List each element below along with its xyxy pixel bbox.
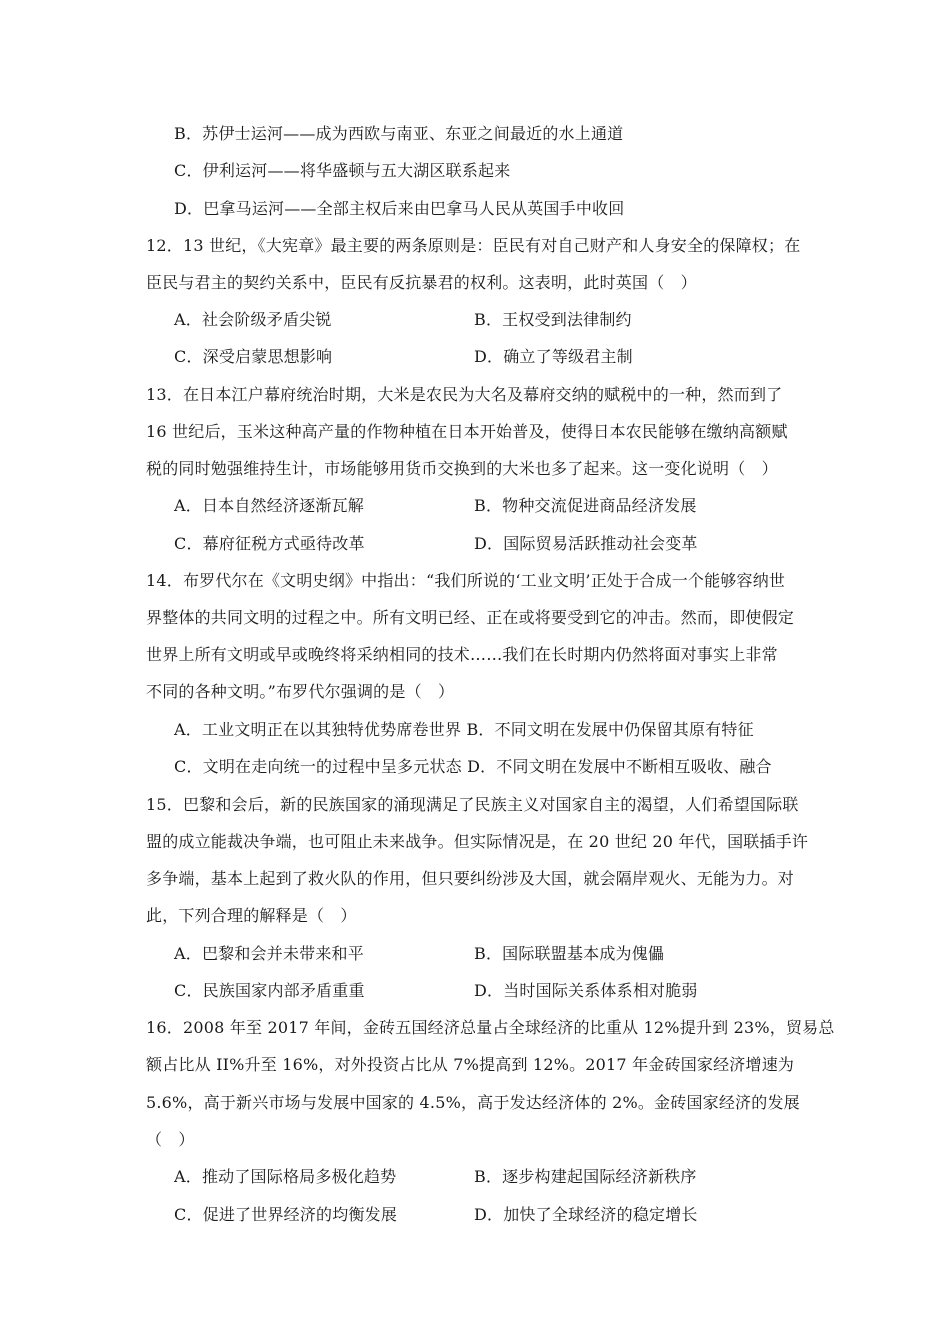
q15-stem-line-2: 盟的成立能裁决争端，也可阻止未来战争。但实际情况是，在 20 世纪 20 年代，国联插手许 [146,832,809,851]
q12-option-b: B．王权受到法律制约 [474,310,632,329]
q11-option-b: B．苏伊士运河——成为西欧与南亚、东亚之间最近的水上通道 [174,124,624,143]
q16-option-a: A．推动了国际格局多极化趋势 [174,1167,397,1186]
q14-options-ab: A．工业文明正在以其独特优势席卷世界 B．不同文明在发展中仍保留其原有特征 [174,720,754,739]
q15-option-c: C．民族国家内部矛盾重重 [174,981,365,1000]
q15-option-b: B．国际联盟基本成为傀儡 [474,944,665,963]
q12-option-c: C．深受启蒙思想影响 [174,347,333,366]
q16-stem-line-1: 16．2008 年至 2017 年间，金砖五国经济总量占全球经济的比重从 12%提升到 23%，贸易总 [146,1018,835,1037]
q12-stem-line-2: 臣民与君主的契约关系中，臣民有反抗暴君的权利。这表明，此时英国（ ） [146,273,697,292]
q16-option-d: D．加快了全球经济的稳定增长 [474,1205,698,1224]
q15-option-a: A．巴黎和会并未带来和平 [174,944,364,963]
q14-options-cd: C．文明在走向统一的过程中呈多元状态 D．不同文明在发展中不断相互吸收、融合 [174,757,772,776]
q16-stem-line-3: 5.6%，高于新兴市场与发展中国家的 4.5%，高于发达经济体的 2%。金砖国家经济的发展 [146,1093,800,1112]
q13-option-c: C．幕府征税方式亟待改革 [174,534,365,553]
q15-stem-line-4: 此，下列合理的解释是（ ） [146,906,357,925]
q12-stem-line-1: 12．13 世纪，《大宪章》最主要的两条原则是：臣民有对自己财产和人身安全的保障权；在 [146,236,801,255]
q16-option-b: B．逐步构建起国际经济新秩序 [474,1167,697,1186]
q14-stem-line-4: 不同的各种文明。”布罗代尔强调的是（ ） [146,682,455,701]
q13-stem-line-1: 13．在日本江户幕府统治时期，大米是农民为大名及幕府交纳的赋税中的一种，然而到了 [146,385,783,404]
q14-stem-line-2: 界整体的共同文明的过程之中。所有文明已经、正在或将要受到它的冲击。然而，即使假定 [146,608,795,627]
q13-option-a: A．日本自然经济逐渐瓦解 [174,496,364,515]
q12-option-a: A．社会阶级矛盾尖锐 [174,310,332,329]
q16-stem-line-4: （ ） [146,1130,195,1149]
q13-stem-line-2: 16 世纪后，玉米这种高产量的作物种植在日本开始普及，使得日本农民能够在缴纳高额赋 [146,422,788,441]
q16-stem-line-2: 额占比从 II%升至 16%，对外投资占比从 7%提高到 12%。2017 年金砖国家经济增速为 [146,1055,795,1074]
q16-option-c: C．促进了世界经济的均衡发展 [174,1205,398,1224]
q11-option-d: D．巴拿马运河——全部主权后来由巴拿马人民从英国手中收回 [174,199,625,218]
q14-stem-line-1: 14．布罗代尔在《文明史纲》中指出：“我们所说的‘工业文明’正处于合成一个能够容纳世 [146,571,786,590]
q15-stem-line-3: 多争端，基本上起到了救火队的作用，但只要纠纷涉及大国，就会隔岸观火、无能为力。对 [146,869,795,888]
q13-option-d: D．国际贸易活跃推动社会变革 [474,534,698,553]
q13-option-b: B．物种交流促进商品经济发展 [474,496,697,515]
q12-option-d: D．确立了等级君主制 [474,347,633,366]
q14-stem-line-3: 世界上所有文明或早或晚终将采纳相同的技术……我们在长时期内仍然将面对事实上非常 [146,645,778,664]
q11-option-c: C．伊利运河——将华盛顿与五大湖区联系起来 [174,161,511,180]
q15-option-d: D．当时国际关系体系相对脆弱 [474,981,698,1000]
q13-stem-line-3: 税的同时勉强维持生计，市场能够用货币交换到的大米也多了起来。这一变化说明（ ） [146,459,778,478]
q15-stem-line-1: 15．巴黎和会后，新的民族国家的涌现满足了民族主义对国家自主的渴望，人们希望国际联 [146,795,799,814]
